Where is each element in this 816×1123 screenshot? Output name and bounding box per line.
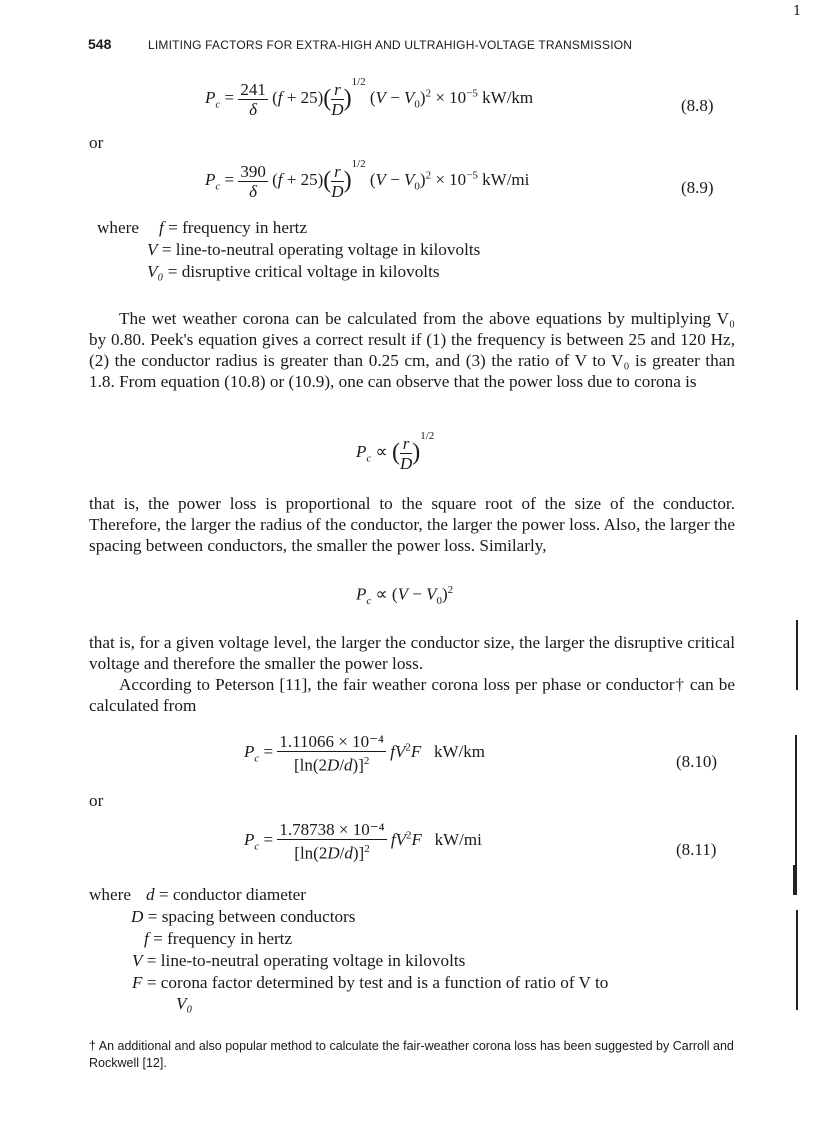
equation-8-10: $P_c$ = $\frac{\text{1.11066 × 10⁻⁴}}{[\ln(2D/d)]^2}$ $fV^2F$ kW/km [244, 732, 485, 775]
definition-row: f = frequency in hertz [159, 218, 308, 237]
footnote: † An additional and also popular method to calculate the fair-weather corona loss has been suggested by Carroll and Rockwell [12]. [89, 1039, 734, 1070]
scan-margin-line [796, 620, 798, 690]
eq89-coefficient: 390 [240, 161, 266, 181]
paragraph-wet-weather: The wet weather corona can be calculated from the above equations by multiplying V₀ by 0.80. Peek's equation gives a correct result if (1) the frequency is between 25 and 120 Hz, (2) the conductor radius is greater than 0.25 cm, and (3) the ratio of V to V₀ is greater than 1.8. From equation (10.8) or (10.9), one can observe that the power loss due to corona is [89, 309, 735, 391]
or-label-2: or [89, 791, 104, 810]
eq89-number: (8.9) [681, 178, 714, 197]
eq811-unit: kW/mi [434, 830, 482, 850]
corner-mark: 1 [793, 4, 802, 19]
definition-row: d = conductor diameter [146, 885, 307, 904]
eq810-numerator: 1.11066 × 10⁻⁴ [279, 732, 384, 751]
scan-margin-line [796, 910, 798, 1010]
where-label-2: where [89, 885, 131, 904]
paragraph-square-root: that is, the power loss is proportional to the square root of the size of the conductor. Therefore, the larger the radius of the conductor, the larger the power loss. Also, the larger the spacing between conductors, the smaller the power loss. Similarly, [89, 494, 735, 555]
proportional-relation-2: $P_c \propto (V - V_0)^2$ [356, 584, 454, 608]
equation-8-11: $P_c$ = $\frac{\text{1.78738 × 10⁻⁴}}{[\ln(2D/d)]^2}$ $fV^2F$ kW/mi [244, 820, 482, 863]
eq88-number: (8.8) [681, 96, 714, 115]
eq89-unit: kW/mi [482, 170, 530, 189]
running-title: LIMITING FACTORS FOR EXTRA-HIGH AND ULTRAHIGH-VOLTAGE TRANSMISSION [148, 38, 633, 52]
eq811-number: (8.11) [676, 840, 717, 859]
eq88-coefficient: 241 [240, 79, 266, 99]
equation-8-9: $P_c$ = $\frac{390}{\delta}$ (f + 25)( $\frac{r}{D}$ )$^{1/2}$ $(V - V_0)^2 \times 10^{-5}$ kW/mi [205, 158, 530, 201]
definition-row: V₀ = disruptive critical voltage in kilovolts [147, 262, 440, 281]
eq88-unit: kW/km [482, 88, 534, 107]
equation-8-8: $P_c$ = $\frac{241}{\delta}$ (f + 25)( $\frac{r}{D}$ )$^{1/2}$ $(V - V_0)^2 \times 10^{-5}$ kW/km [205, 76, 534, 119]
eq810-unit: kW/km [433, 742, 485, 762]
paragraph-peterson: that is, for a given voltage level, the larger the conductor size, the larger the disruptive critical voltage and therefore the smaller the power loss. According to Peterson [11], the fair weather corona loss per phase or conductor† can be calculated from [89, 633, 735, 715]
proportional-relation-1: $P_c$ ∝ ( $\frac{r}{D}$ )$^{1/2}$ [356, 430, 435, 473]
definition-row: V = line-to-neutral operating voltage in kilovolts [132, 951, 466, 970]
definition-continuation: V₀ [176, 994, 193, 1013]
eq811-numerator: 1.78738 × 10⁻⁴ [279, 820, 385, 839]
where-label-1: where [97, 218, 139, 237]
scan-margin-line [795, 735, 797, 865]
definition-row: D = spacing between conductors [131, 907, 356, 926]
page-number: 548 [88, 36, 112, 52]
definition-row: V = line-to-neutral operating voltage in kilovolts [147, 240, 481, 259]
definition-row: f = frequency in hertz [144, 929, 293, 948]
eq810-number: (8.10) [676, 752, 718, 771]
or-label-1: or [89, 133, 104, 152]
scan-margin-line [793, 865, 797, 895]
definition-row: F = corona factor determined by test and is a function of ratio of V to [132, 973, 609, 992]
